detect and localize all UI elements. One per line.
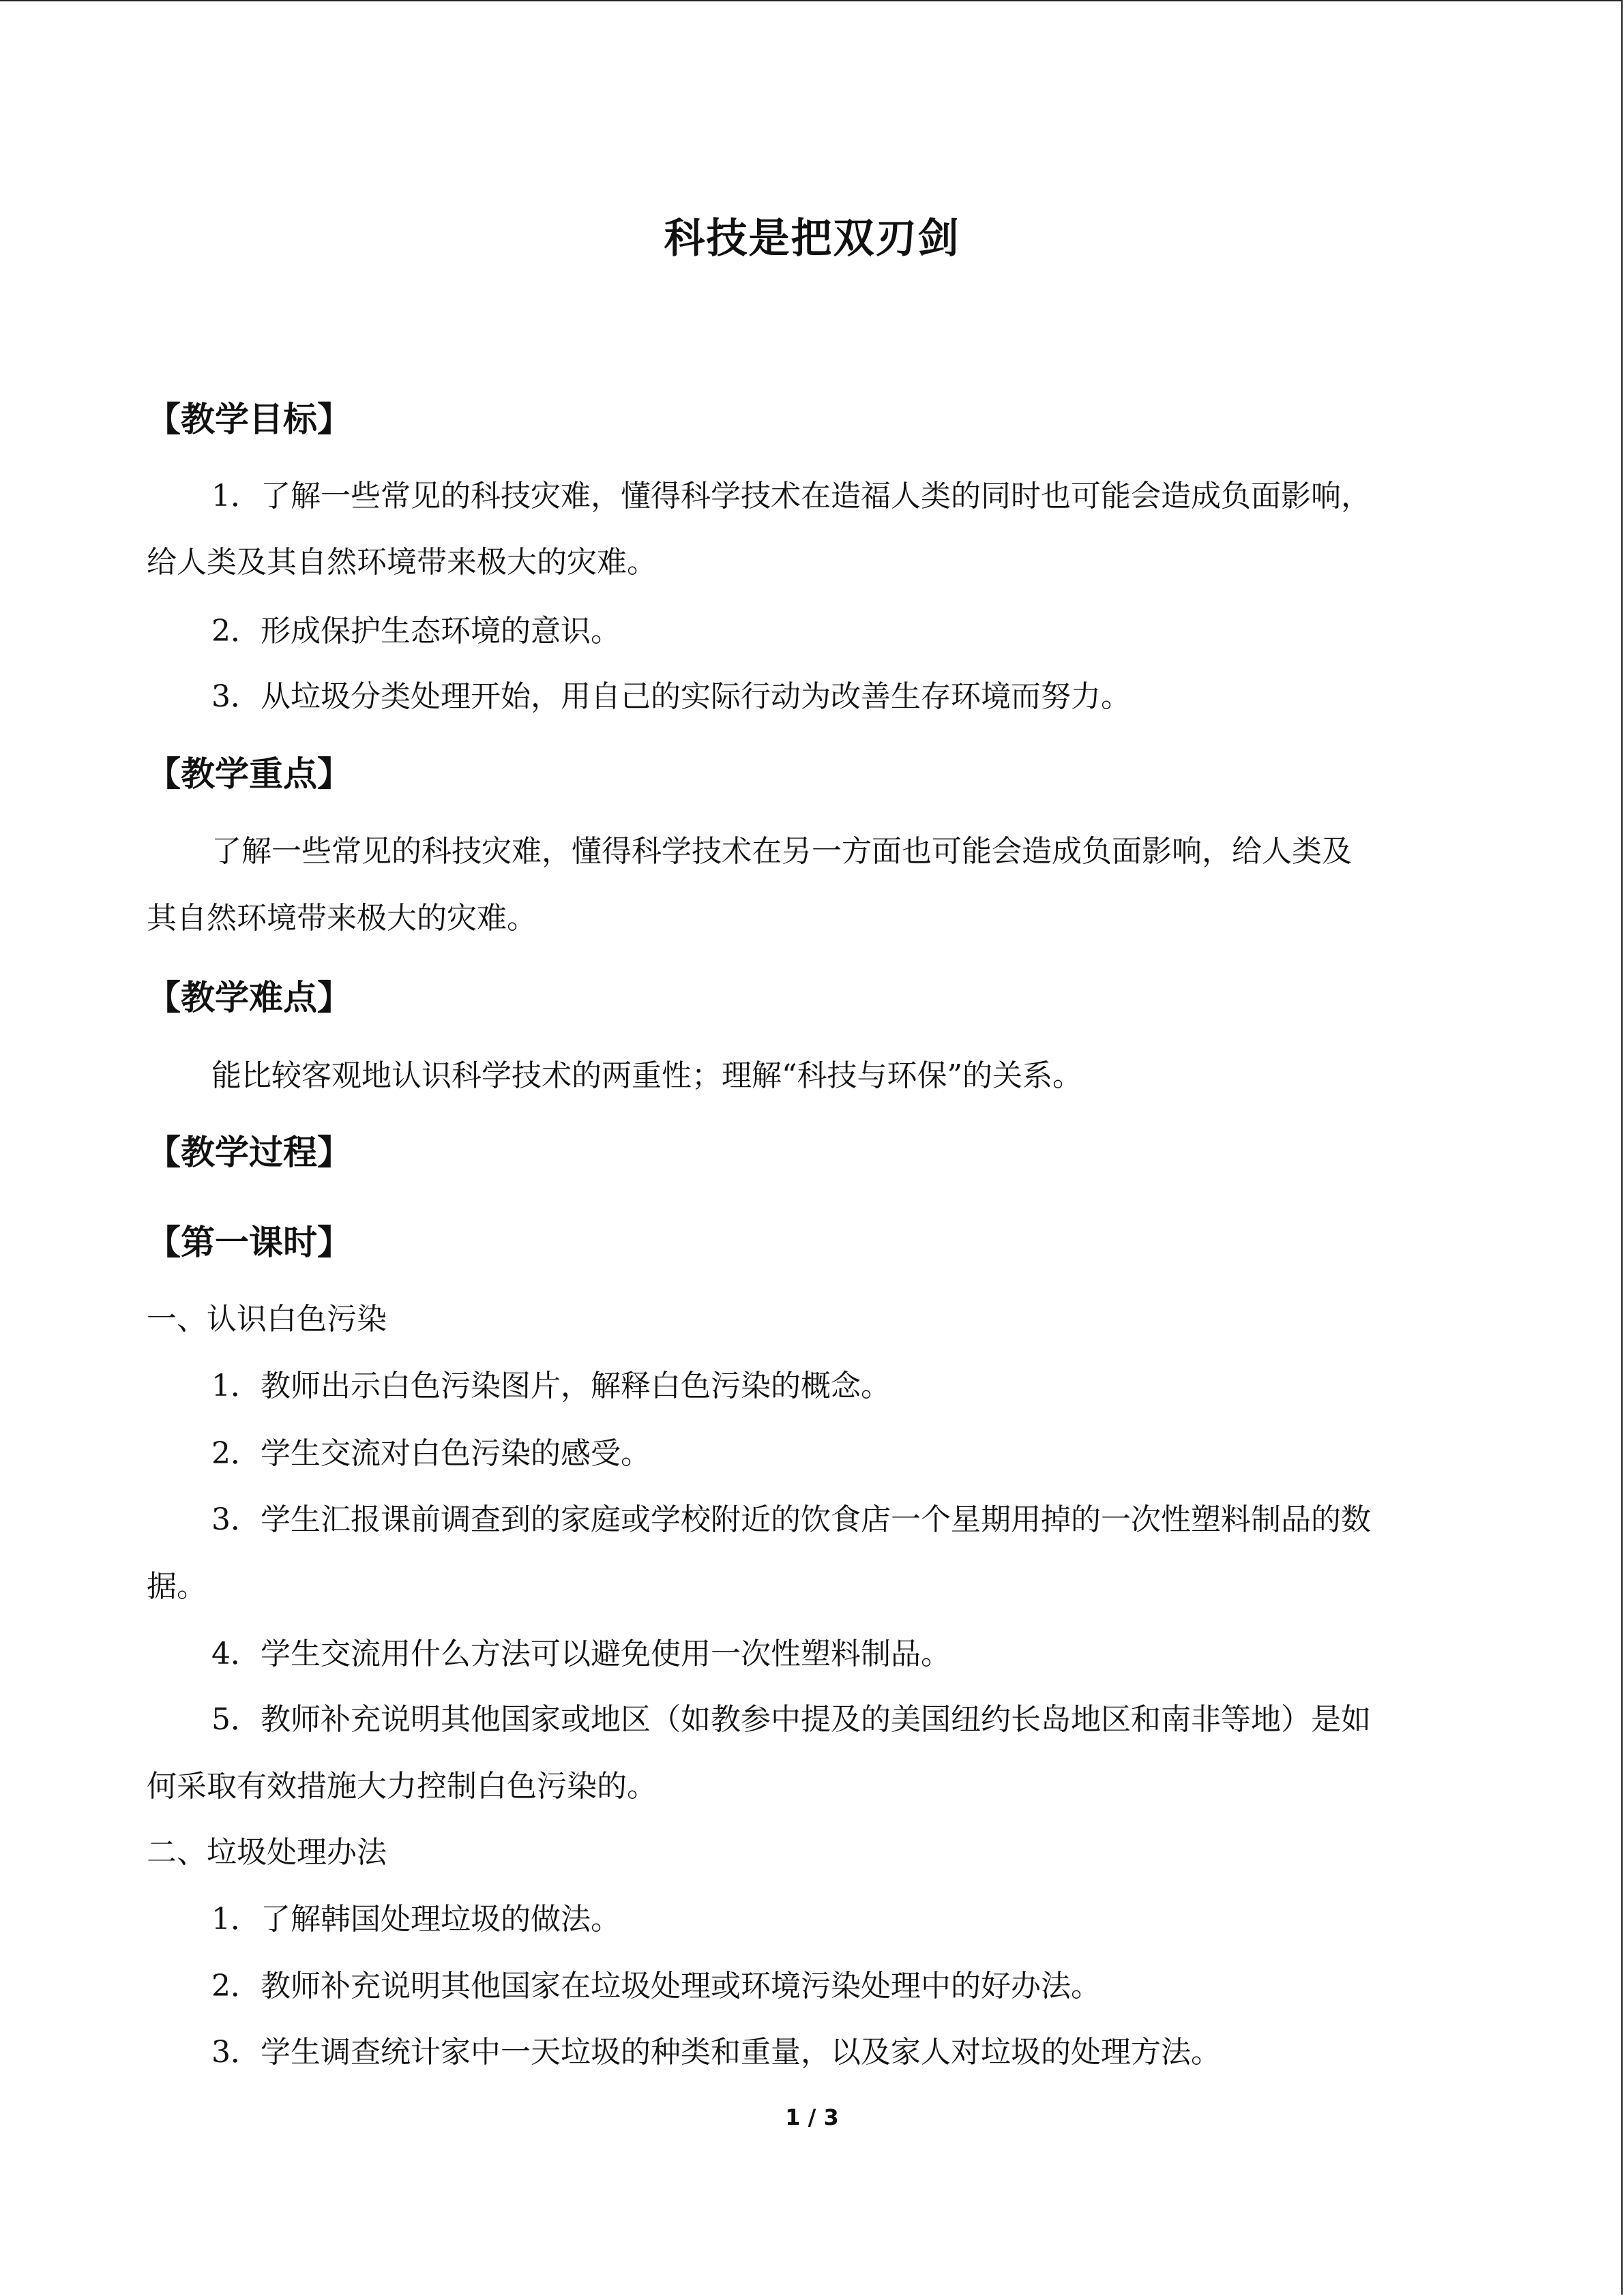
- section-one-item-4: 4．学生交流用什么方法可以避免使用一次性塑料制品。: [211, 1637, 951, 1671]
- page-number: 1 / 3: [785, 2104, 839, 2130]
- heading-lesson-one: 【第一课时】: [147, 1223, 351, 1262]
- section-one-item-2: 2．学生交流对白色污染的感受。: [211, 1436, 651, 1471]
- difficulties-line-1: 能比较客观地认识科学技术的两重性；理解“科技与环保”的关系。: [211, 1058, 1082, 1093]
- document-title: 科技是把双刃剑: [664, 215, 960, 263]
- section-two-item-1: 1．了解韩国处理垃圾的做法。: [211, 1902, 621, 1937]
- goal-item-3: 3．从垃圾分类处理开始，用自己的实际行动为改善生存环境而努力。: [211, 679, 1131, 714]
- section-one-title: 一、认识白色污染: [147, 1302, 387, 1337]
- section-two-title: 二、垃圾处理办法: [147, 1835, 387, 1870]
- goal-item-2: 2．形成保护生态环境的意识。: [211, 614, 621, 648]
- section-one-item-3-line-2: 据。: [147, 1569, 207, 1604]
- section-one-item-5-line-1: 5．教师补充说明其他国家或地区（如教参中提及的美国纽约长岛地区和南非等地）是如: [211, 1702, 1371, 1737]
- section-two-item-3: 3．学生调查统计家中一天垃圾的种类和重量，以及家人对垃圾的处理方法。: [211, 2035, 1221, 2070]
- section-two-item-2: 2．教师补充说明其他国家在垃圾处理或环境污染处理中的好办法。: [211, 1969, 1101, 2003]
- section-one-item-1: 1．教师出示白色污染图片，解释白色污染的概念。: [211, 1369, 891, 1403]
- heading-teaching-goals: 【教学目标】: [147, 400, 351, 439]
- key-points-line-2: 其自然环境带来极大的灾难。: [147, 901, 537, 936]
- key-points-line-1: 了解一些常见的科技灾难，懂得科学技术在另一方面也可能会造成负面影响，给人类及: [211, 834, 1352, 869]
- heading-teaching-process: 【教学过程】: [147, 1133, 351, 1172]
- heading-difficulties: 【教学难点】: [147, 978, 351, 1017]
- goal-item-1-line-2: 给人类及其自然环境带来极大的灾难。: [147, 545, 657, 580]
- goal-item-1-line-1: 1．了解一些常见的科技灾难，懂得科学技术在造福人类的同时也可能会造成负面影响，: [211, 479, 1371, 513]
- section-one-item-5-line-2: 何采取有效措施大力控制白色污染的。: [147, 1769, 657, 1804]
- section-one-item-3-line-1: 3．学生汇报课前调查到的家庭或学校附近的饮食店一个星期用掉的一次性塑料制品的数: [211, 1502, 1371, 1537]
- heading-key-points: 【教学重点】: [147, 754, 351, 794]
